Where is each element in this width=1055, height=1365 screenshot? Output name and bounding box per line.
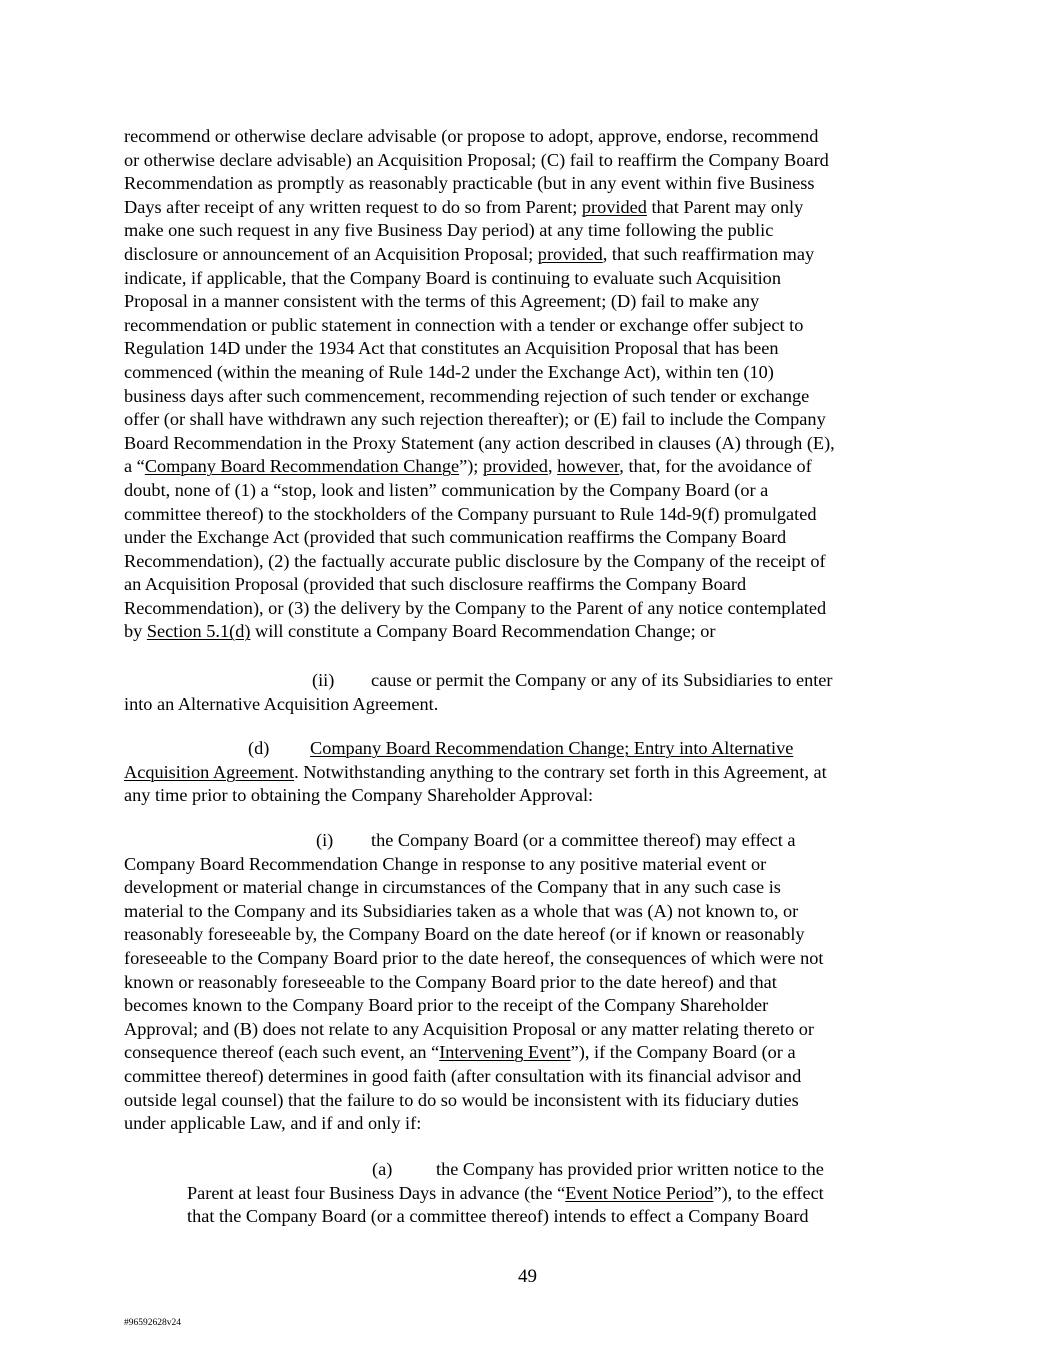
- text-line: Days after receipt of any written request to do so from Parent; provided that Parent may only: [124, 196, 804, 217]
- document-id-footer: #96592628v24: [124, 1318, 181, 1328]
- text-line: Recommendation), or (3) the delivery by the Company to the Parent of any notice contemplated: [124, 597, 827, 618]
- defined-term: Intervening Event: [439, 1042, 571, 1063]
- paragraph-d: [124, 737, 944, 808]
- text-line: Acquisition Agreement. Notwithstanding anything to the contrary set forth in this Agreement, at: [124, 761, 827, 782]
- text-line: reasonably foreseeable by, the Company Board on the date hereof (or if known or reasonably: [124, 924, 805, 945]
- text-line: Company Board Recommendation Change in response to any positive material event or: [124, 853, 767, 874]
- clause-number: (ii): [312, 670, 335, 690]
- paragraph-i: [124, 829, 944, 1136]
- text-line: a “Company Board Recommendation Change”); provided, however, that, for the avoidance of: [124, 456, 812, 477]
- text-line: Recommendation as promptly as reasonably practicable (but in any event within five Business: [124, 173, 815, 194]
- text-line: material to the Company and its Subsidiaries taken as a whole that was (A) not known to, or: [124, 900, 799, 921]
- text-line: doubt, none of (1) a “stop, look and listen” communication by the Company Board (or a: [124, 479, 769, 500]
- text-line: becomes known to the Company Board prior to the receipt of the Company Shareholder: [124, 995, 769, 1016]
- text-line: an Acquisition Proposal (provided that such disclosure reaffirms the Company Board: [124, 574, 747, 595]
- defined-term: Company Board Recommendation Change: [144, 456, 460, 477]
- text-line: that the Company Board (or a committee thereof) intends to effect a Company Board: [187, 1206, 809, 1227]
- text-line: indicate, if applicable, that the Company Board is continuing to evaluate such Acquisition: [124, 267, 781, 288]
- text-line: commenced (within the meaning of Rule 14d-2 under the Exchange Act), within ten (10): [124, 361, 774, 382]
- paragraph-clause-c-to-e: [124, 125, 944, 644]
- text-line: under applicable Law, and if and only if:: [124, 1113, 422, 1134]
- section-heading: Acquisition Agreement: [124, 761, 295, 782]
- text-line: Regulation 14D under the 1934 Act that constitutes an Acquisition Proposal that has been: [124, 338, 779, 359]
- text-line: any time prior to obtaining the Company Shareholder Approval:: [124, 785, 594, 806]
- text-line: development or material change in circumstances of the Company that in any such case is: [124, 877, 781, 898]
- text-line: Board Recommendation in the Proxy Statement (any action described in clauses (A) through (E),: [124, 432, 835, 453]
- defined-term: however: [557, 456, 620, 477]
- text-line: Parent at least four Business Days in advance (the “Event Notice Period”), to the effect: [187, 1182, 824, 1203]
- text-line: by Section 5.1(d) will constitute a Company Board Recommendation Change; or: [124, 621, 716, 642]
- text-line: [124, 737, 944, 761]
- text-line: committee thereof) determines in good faith (after consultation with its financial advisor and: [124, 1065, 802, 1086]
- section-heading: Company Board Recommendation Change; Entry into Alternative: [310, 738, 794, 758]
- text-line: consequence thereof (each such event, an “Intervening Event”), if the Company Board (or a: [124, 1042, 796, 1063]
- section-reference: Section 5.1(d): [146, 621, 251, 642]
- text-line: outside legal counsel) that the failure to do so would be inconsistent with its fiduciary duties: [124, 1089, 799, 1110]
- text-line: disclosure or announcement of an Acquisition Proposal; provided, that such reaffirmation may: [124, 243, 815, 264]
- text-line: recommendation or public statement in connection with a tender or exchange offer subject to: [124, 314, 804, 335]
- page-number: 49: [518, 1266, 537, 1287]
- text-line: known or reasonably foreseeable to the Company Board prior to the date hereof) and that: [124, 971, 777, 992]
- text-line: (ii) cause or permit the Company or any of its Subsidiaries to enter: [124, 669, 944, 693]
- text-line: foreseeable to the Company Board prior to the date hereof, the consequences of which were not: [124, 947, 824, 968]
- text-line: into an Alternative Acquisition Agreement.: [124, 693, 439, 714]
- defined-term: provided: [581, 196, 647, 217]
- text-line: Approval; and (B) does not relate to any Acquisition Proposal or any matter relating thereto or: [124, 1018, 814, 1039]
- paragraph-ii: [124, 669, 944, 716]
- paragraph-a: [187, 1158, 1007, 1229]
- text-line: (a) the Company has provided prior written notice to the: [187, 1158, 1007, 1182]
- clause-number: (i): [316, 830, 334, 850]
- text-line: (i) the Company Board (or a committee thereof) may effect a: [124, 829, 944, 853]
- text-line: business days after such commencement, recommending rejection of such tender or exchange: [124, 385, 810, 406]
- text-line: committee thereof) to the stockholders of the Company pursuant to Rule 14d-9(f) promulgated: [124, 503, 817, 524]
- defined-term: provided: [482, 456, 548, 477]
- defined-term: provided: [537, 243, 603, 264]
- defined-term: Event Notice Period: [565, 1182, 714, 1203]
- text-line: offer (or shall have withdrawn any such rejection thereafter); or (E) fail to include the Company: [124, 409, 826, 430]
- clause-number: (d): [248, 738, 270, 758]
- text-line: recommend or otherwise declare advisable (or propose to adopt, approve, endorse, recommend: [124, 126, 819, 146]
- text-line: or otherwise declare advisable) an Acquisition Proposal; (C) fail to reaffirm the Company Board: [124, 149, 829, 170]
- text-line: Proposal in a manner consistent with the terms of this Agreement; (D) fail to make any: [124, 291, 760, 312]
- clause-number: (a): [372, 1159, 393, 1179]
- text-line: under the Exchange Act (provided that such communication reaffirms the Company Board: [124, 527, 787, 548]
- text-line: make one such request in any five Business Day period) at any time following the public: [124, 220, 774, 241]
- text-line: Recommendation), (2) the factually accurate public disclosure by the Company of the receipt of: [124, 550, 826, 571]
